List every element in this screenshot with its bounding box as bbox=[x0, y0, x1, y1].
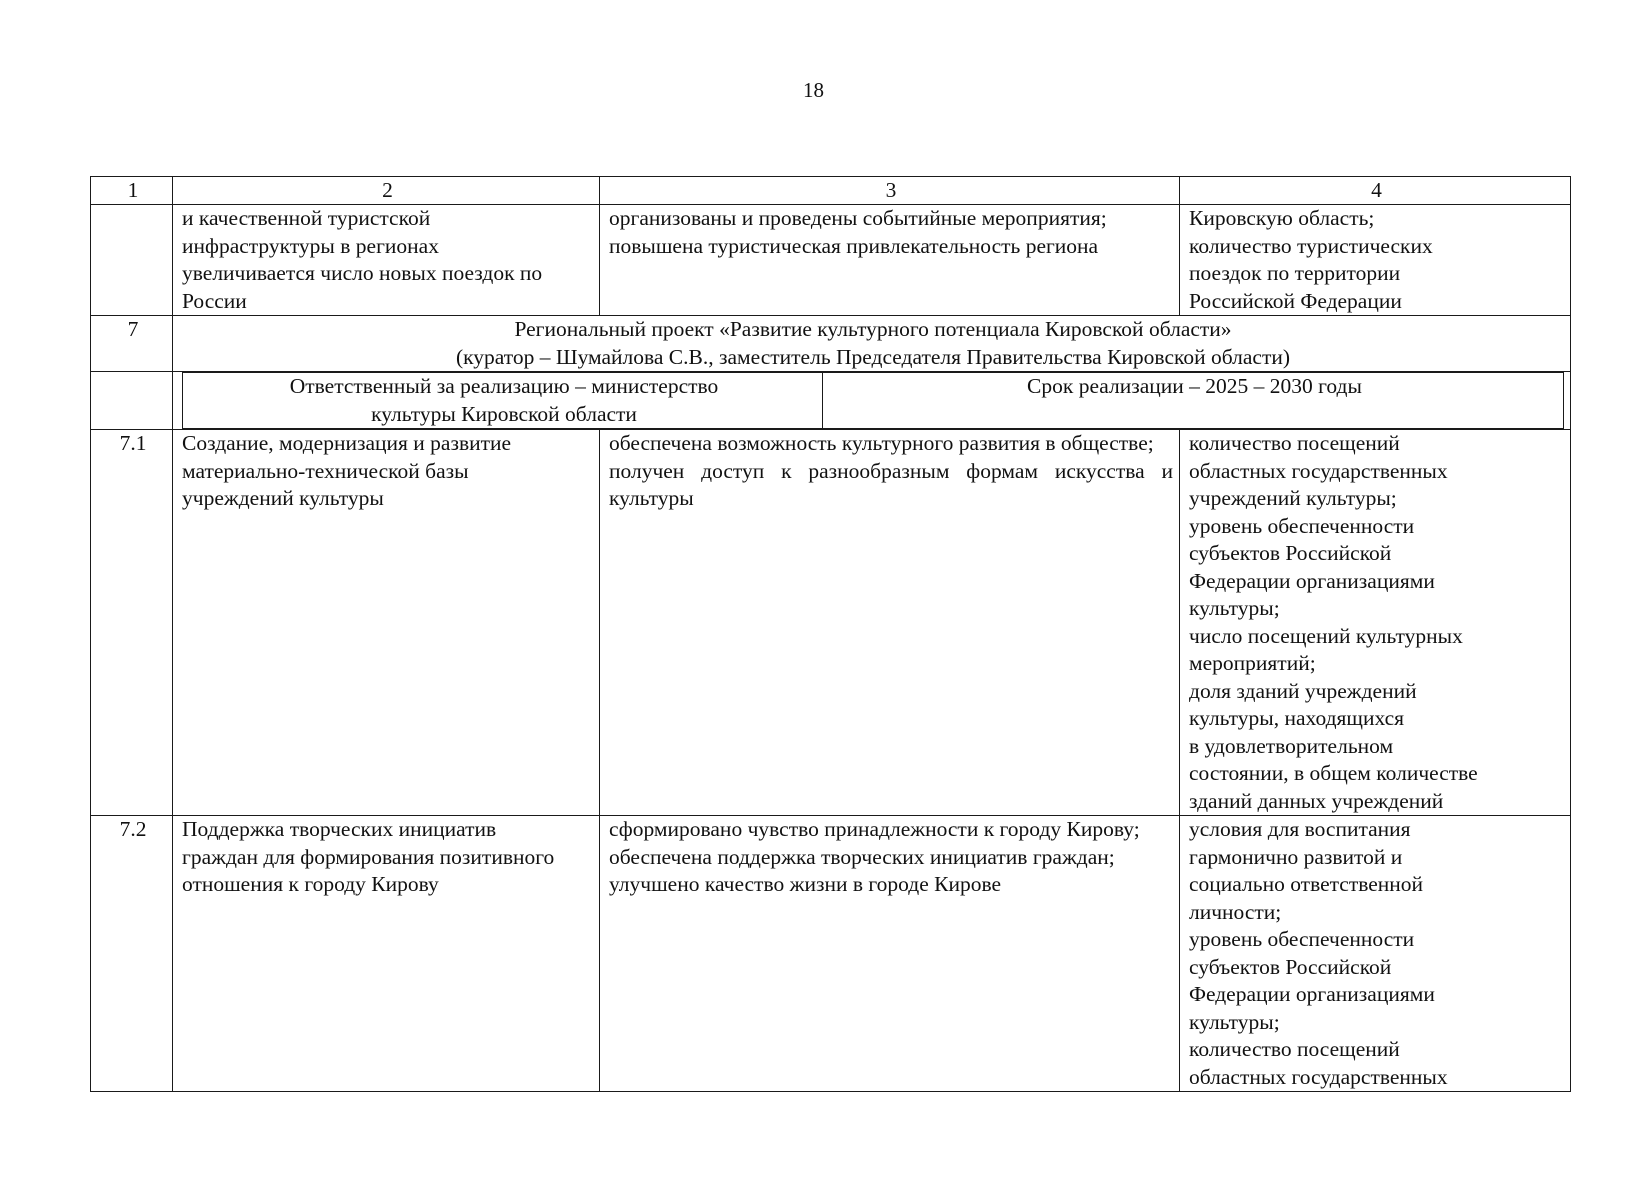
text-line: поездок по территории bbox=[1189, 261, 1401, 285]
text-line: личности; bbox=[1189, 899, 1282, 924]
text-line: областных государственных bbox=[1189, 458, 1448, 483]
text-line: Федерации организациями bbox=[1189, 568, 1435, 593]
item-result-cell bbox=[600, 430, 1180, 816]
text-line: уровень обеспеченности bbox=[1189, 513, 1415, 538]
column-number-row bbox=[91, 177, 1571, 205]
responsible-cell bbox=[173, 372, 1571, 430]
text-line: учреждений культуры bbox=[182, 486, 384, 510]
continuation-result-cell bbox=[600, 205, 1180, 316]
text-line: и качественной туристской bbox=[182, 206, 431, 230]
text-line: Федерации организациями bbox=[1189, 982, 1435, 1006]
continuation-indicator-cell bbox=[1180, 205, 1571, 316]
text-line: в удовлетворительном bbox=[1189, 733, 1394, 758]
text-line: уровень обеспеченности bbox=[1189, 927, 1415, 951]
text-line: зданий данных учреждений bbox=[1189, 788, 1444, 813]
text-line: увеличивается число новых поездок по bbox=[182, 261, 543, 285]
project-responsible-row bbox=[91, 372, 1571, 430]
responsible-inner-table bbox=[182, 372, 1564, 429]
text-line: Кировскую область; bbox=[1189, 206, 1375, 230]
item-number: 7.2 bbox=[91, 816, 173, 1092]
text-line: областных государственных bbox=[1189, 1064, 1448, 1089]
text-line: повышена туристическая привлекательность региона bbox=[609, 233, 1099, 258]
text-line: обеспечена возможность культурного развития в обществе; bbox=[609, 431, 1154, 455]
text-line: субъектов Российской bbox=[1189, 541, 1392, 565]
text-line: культуры, находящихся bbox=[1189, 706, 1405, 730]
text-line: инфраструктуры в регионах bbox=[182, 233, 439, 258]
continuation-task-cell bbox=[173, 205, 600, 316]
responsible-number-cell bbox=[91, 372, 173, 430]
item-indicator-cell bbox=[1180, 430, 1571, 816]
text-line: Ответственный за реализацию – министерство bbox=[289, 374, 719, 398]
text-line: Поддержка творческих инициатив bbox=[182, 817, 497, 841]
item-result-cell bbox=[600, 816, 1180, 1092]
item-row-7-1 bbox=[91, 430, 1571, 816]
item-row-7-2 bbox=[91, 816, 1571, 1092]
text-line: Российской Федерации bbox=[1189, 288, 1402, 313]
text-line: количество туристических bbox=[1189, 233, 1433, 258]
column-number-1: 1 bbox=[91, 177, 173, 205]
item-indicator-cell bbox=[1180, 816, 1571, 1092]
project-title-cell bbox=[173, 316, 1571, 372]
text-line: улучшено качество жизни в городе Кирове bbox=[609, 872, 1002, 896]
project-curator: (куратор – Шумайлова С.В., заместитель Председателя Правительства Кировской области) bbox=[455, 344, 1291, 369]
text-line: обеспечена поддержка творческих инициатив граждан; bbox=[609, 844, 1115, 869]
text-line: организованы и проведены событийные мероприятия; bbox=[609, 206, 1107, 230]
document-table bbox=[90, 176, 1571, 1092]
text-line: субъектов Российской bbox=[1189, 954, 1392, 979]
text-line: России bbox=[182, 288, 247, 313]
text-line: условия для воспитания bbox=[1189, 817, 1411, 841]
text-line: Создание, модернизация и развитие bbox=[182, 431, 512, 455]
project-responsible bbox=[183, 373, 823, 429]
text-line: граждан для формирования позитивного bbox=[182, 844, 555, 869]
text-line: социально ответственной bbox=[1189, 872, 1424, 896]
text-line: гармонично развитой и bbox=[1189, 844, 1403, 869]
text-line: культуры; bbox=[1189, 596, 1280, 620]
text-line: отношения к городу Кирову bbox=[182, 872, 439, 896]
continuation-row bbox=[91, 205, 1571, 316]
text-line: доля зданий учреждений bbox=[1189, 678, 1417, 703]
column-number-4: 4 bbox=[1180, 177, 1571, 205]
text-line: получен доступ к разнообразным формам искусства и культуры bbox=[609, 458, 1173, 510]
item-task-cell bbox=[173, 816, 600, 1092]
project-number: 7 bbox=[91, 316, 173, 372]
column-number-3: 3 bbox=[600, 177, 1180, 205]
text-line: культуры; bbox=[1189, 1009, 1280, 1034]
text-line: количество посещений bbox=[1189, 431, 1400, 455]
column-number-2: 2 bbox=[173, 177, 600, 205]
text-line: мероприятий; bbox=[1189, 651, 1316, 675]
text-line: состоянии, в общем количестве bbox=[1189, 761, 1478, 785]
continuation-number-cell bbox=[91, 205, 173, 316]
page-number: 18 bbox=[803, 78, 824, 102]
project-term: Срок реализации – 2025 – 2030 годы bbox=[823, 373, 1564, 429]
text-line: число посещений культурных bbox=[1189, 623, 1463, 648]
item-number: 7.1 bbox=[91, 430, 173, 816]
text-line: культуры Кировской области bbox=[371, 401, 637, 426]
text-line: учреждений культуры; bbox=[1189, 486, 1397, 510]
item-task-cell bbox=[173, 430, 600, 816]
project-title-row bbox=[91, 316, 1571, 372]
text-line: сформировано чувство принадлежности к городу Кирову; bbox=[609, 817, 1140, 841]
project-title: Региональный проект «Развитие культурного потенциала Кировской области» bbox=[514, 317, 1232, 341]
text-line: количество посещений bbox=[1189, 1037, 1400, 1061]
text-line: материально-технической базы bbox=[182, 458, 469, 483]
